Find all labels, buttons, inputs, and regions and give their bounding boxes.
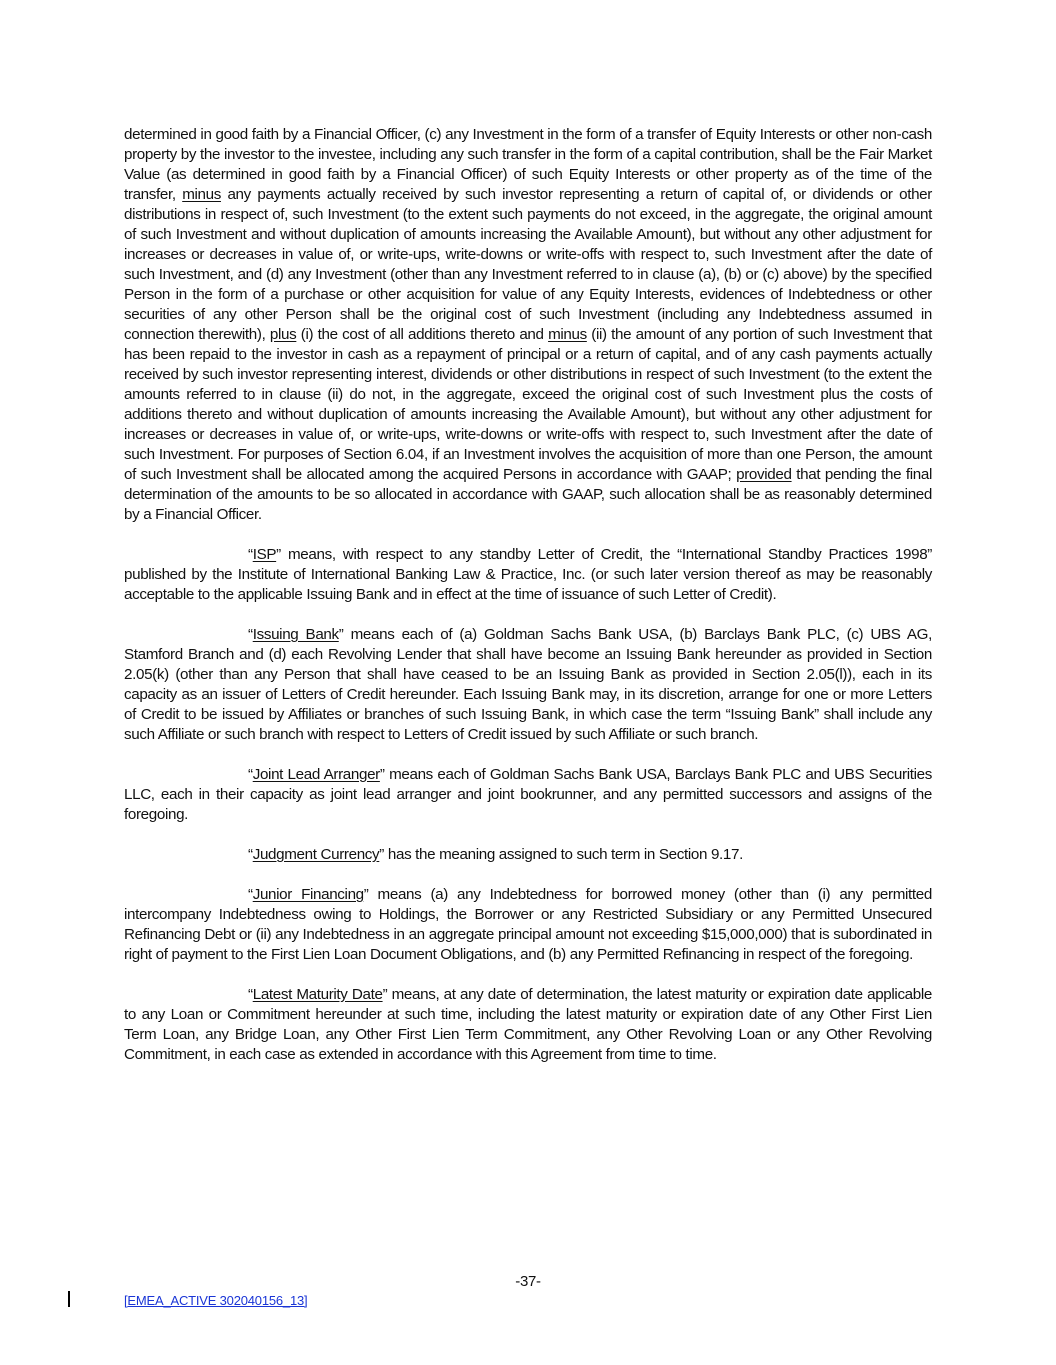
definition-issuing-bank: “Issuing Bank” means each of (a) Goldman Sachs Bank USA, (b) Barclays Bank PLC, (c) UBS AG, Stamford Branch and (d) each Revolving Lender that shall have become an Issuing Bank hereunder as provided in Section 2.05(k) (other than any Person that shall have ceased to be an Issuing Bank as provided in Section 2.05(l)), each in its capacity as an issuer of Letters of Credit hereunder. Each Issuing Bank may, in its discretion, arrange for one or more Letters of Credit to be issued by Affiliates or branches of such Issuing Bank, in which case the term “Issuing Bank” shall include any such Affiliate or such branch with respect to Letters of Credit issued by such Affiliate or such branch. (124, 626, 932, 743)
definition-isp: “ISP” means, with respect to any standby Letter of Credit, the “International Standby Practices 1998” published by the Institute of International Banking Law & Practice, Inc. (or such later version thereof as may be reasonably acceptable to the applicable Issuing Bank and in effect at the time of issuance of such Letter of Credit). (124, 546, 932, 603)
paragraph-investment-continuation: determined in good faith by a Financial Officer, (c) any Investment in the form of a transfer of Equity Interests or other non-cash property by the investor to the investee, including any such transfer in the form of a capital contribution, shall be the Fair Market Value (as determined in good faith by a Financial Officer) of such Equity Interests or other property as of the time of the transfer, minus any payments actually received by such investor representing a return of capital of, or dividends or other distributions in respect of, such Investment (to the extent such payments do not exceed, in the aggregate, the original amount of such Investment and without duplication of amounts increasing the Available Amount), but without any other adjustment for increases or decreases in value of, or write-ups, write-downs or write-offs with respect to, such Investment after the date of such Investment, and (d) any Investment (other than any Investment referred to in clause (a), (b) or (c) above) by the specified Person in the form of a purchase or other acquisition for value of any Equity Interests, evidences of Indebtedness or other securities of any other Person shall be the original cost of such Investment (including any Indebtedness assumed in connection therewith), plus (i) the cost of all additions thereto and minus (ii) the amount of any portion of such Investment that has been repaid to the investor in cash as a repayment of principal or a return of capital, and of any cash payments actually received by such investor representing interest, dividends or other distributions in respect of such Investment (to the extent the amounts referred to in clause (ii) do not, in the aggregate, exceed the original cost of such Investment plus the costs of additions thereto and without duplication of amounts increasing the Available Amount), but without any other adjustment for increases or decreases in value of, or write-ups, write-downs or write-offs with respect to, such Investment after the date of such Investment. For purposes of Section 6.04, if an Investment involves the acquisition of more than one Person, the amount of such Investment shall be allocated among the acquired Persons in accordance with GAAP; provided that pending the final determination of the amounts to be so allocated in accordance with GAAP, such allocation shall be as reasonably determined by a Financial Officer. (124, 126, 932, 523)
document-reference-link[interactable]: [EMEA_ACTIVE 302040156_13] (124, 1293, 308, 1308)
defined-term: plus (269, 326, 297, 343)
defined-term: Joint Lead Arranger (252, 766, 380, 783)
defined-term: provided (736, 466, 792, 483)
defined-term: minus (548, 326, 587, 343)
definition-joint-lead-arranger: “Joint Lead Arranger” means each of Goldman Sachs Bank USA, Barclays Bank PLC and UBS Securities LLC, each in their capacity as joint lead arranger and joint bookrunner, and any permitted successors and assigns of the foregoing. (124, 766, 932, 823)
page-number: -37- (515, 1273, 541, 1290)
defined-term: Judgment Currency (252, 846, 380, 863)
defined-term: ISP (252, 546, 277, 563)
defined-term: Issuing Bank (252, 626, 339, 643)
defined-term: Junior Financing (252, 886, 364, 903)
definition-junior-financing: “Junior Financing” means (a) any Indebtedness for borrowed money (other than (i) any permitted intercompany Indebtedness owing to Holdings, the Borrower or any Restricted Subsidiary or any Permitted Unsecured Refinancing Debt or (ii) any Indebtedness in an aggregate principal amount not exceeding $15,000,000) that is subordinated in right of payment to the First Lien Loan Document Obligations, and (b) any Permitted Refinancing in respect of the foregoing. (124, 886, 932, 963)
change-bar (68, 1291, 70, 1307)
defined-term: Latest Maturity Date (252, 986, 383, 1003)
definition-latest-maturity-date: “Latest Maturity Date” means, at any date of determination, the latest maturity or expiration date applicable to any Loan or Commitment hereunder at such time, including the latest maturity or expiration date of any Other First Lien Term Loan, any Bridge Loan, any Other First Lien Term Commitment, any Other Revolving Loan or any Other Revolving Commitment, in each case as extended in accordance with this Agreement from time to time. (124, 986, 932, 1063)
definition-judgment-currency: “Judgment Currency” has the meaning assigned to such term in Section 9.17. (248, 846, 743, 863)
document-body (124, 125, 932, 1085)
defined-term: minus (182, 186, 221, 203)
